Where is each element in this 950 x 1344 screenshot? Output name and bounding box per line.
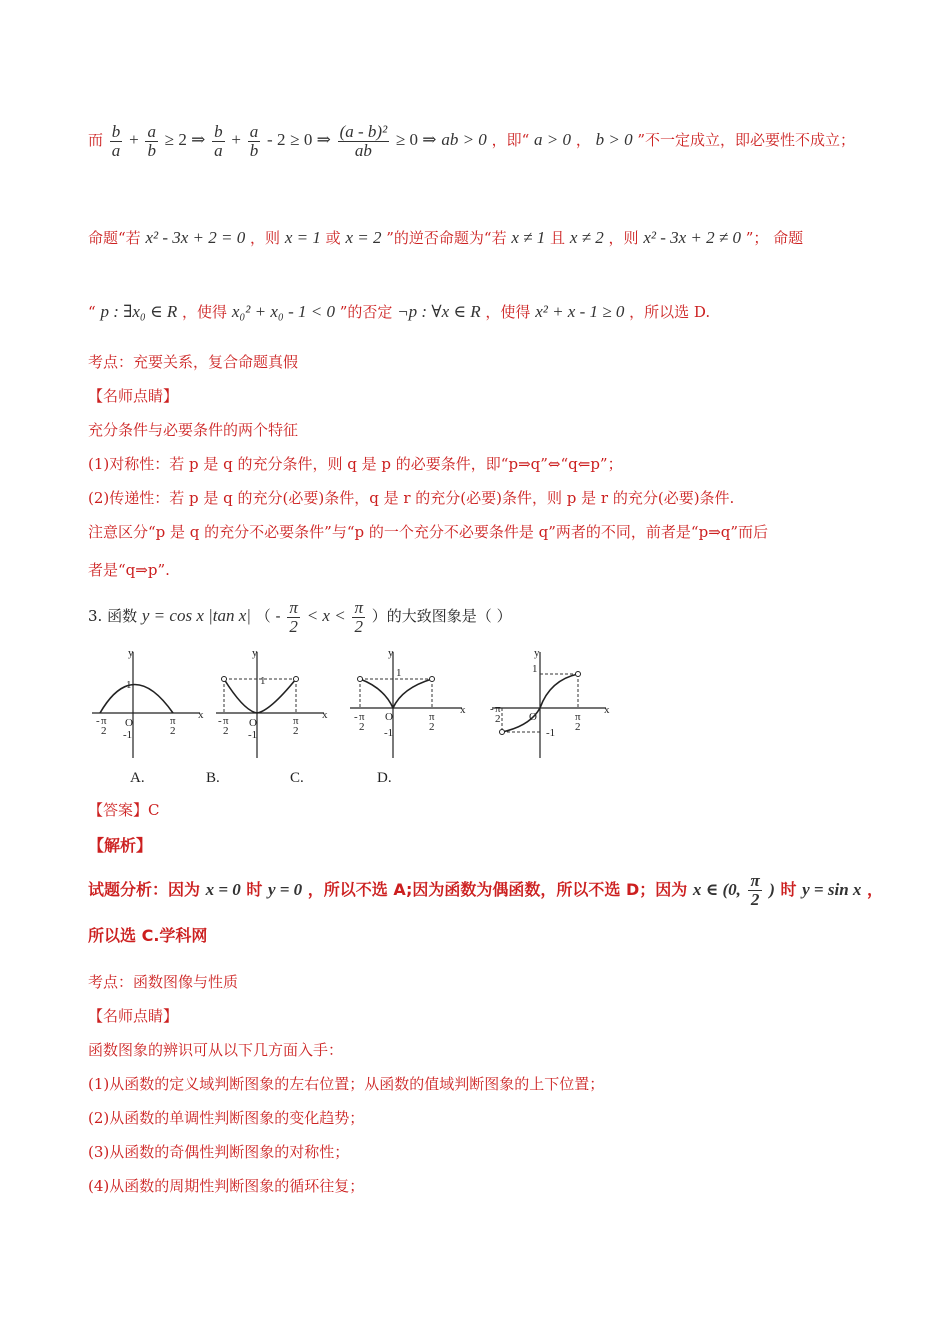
contrapositive-line — [88, 228, 803, 248]
pi-label: π — [170, 715, 176, 727]
neg-one-label: -1 — [384, 727, 394, 739]
pi-label: π — [223, 715, 229, 727]
equation: x ∈ (0, — [692, 880, 741, 899]
text: ， — [867, 880, 884, 899]
minus-label: - — [354, 711, 358, 723]
mingshi-1-line-4: 者是“q⇒p”. — [88, 561, 170, 579]
pi-label: π — [429, 711, 435, 723]
mingshi-2-line-2: (2)从函数的单调性判断图象的变化趋势； — [88, 1109, 365, 1127]
cond-a: a > 0 — [534, 130, 572, 149]
y-label: y — [388, 647, 394, 659]
graph-a — [92, 647, 204, 758]
negation-line — [88, 302, 710, 322]
mingshi-2-line-1: (1)从函数的定义域判断图象的左右位置；从函数的值域判断图象的上下位置； — [88, 1075, 605, 1093]
option-graphs — [88, 646, 628, 762]
range-open: （ - — [255, 607, 281, 625]
ab-positive: ab > 0 — [441, 130, 487, 149]
derivation-line — [88, 118, 855, 162]
pi-label: π — [495, 703, 501, 715]
question-3 — [88, 596, 512, 636]
two-label: 2 — [495, 713, 501, 725]
text: 时 — [780, 880, 797, 899]
curve — [360, 679, 432, 708]
two-label: 2 — [359, 721, 365, 733]
y-label: y — [534, 647, 540, 659]
neg-one-label: -1 — [248, 729, 258, 741]
analysis-line-2: 所以选 C.学科网 — [88, 926, 208, 945]
open-point — [222, 677, 227, 682]
text: ”； 命题 — [745, 229, 804, 247]
question-number: 3. — [88, 607, 103, 625]
equation: x² - 3x + 2 = 0 — [145, 228, 246, 247]
equation: ) — [769, 880, 775, 899]
range-close: ）的大致图象是（ ） — [371, 607, 512, 625]
kaodian-1: 考点：充要关系，复合命题真假 — [88, 353, 299, 371]
range-mid: < x < — [306, 606, 346, 625]
origin-label: O — [125, 717, 133, 729]
minus-label: - — [490, 703, 494, 715]
open-point — [500, 730, 505, 735]
text: 且 — [550, 229, 566, 247]
text: ，使得 — [182, 303, 228, 321]
equation: x₀² + x₀ - 1 < 0 — [231, 302, 335, 321]
neg-one-label: -1 — [546, 727, 556, 739]
minus-label: - — [96, 715, 100, 727]
fraction-b-over-a: $\frac{b}{a}$ — [111, 121, 121, 160]
minus-label: - — [218, 715, 222, 727]
y-label: y — [252, 647, 258, 659]
origin-label: O — [529, 711, 537, 723]
x-label: x — [460, 704, 466, 716]
open-point — [430, 677, 435, 682]
ge-0-implies-2: ≥ 0 ⇒ — [395, 130, 437, 149]
equation: x² - 3x + 2 ≠ 0 — [643, 228, 741, 247]
ge-2-implies: ≥ 2 ⇒ — [164, 130, 206, 149]
equation: ¬p : ∀x ∈ R — [397, 302, 481, 321]
text: 试题分析：因为 — [88, 880, 201, 899]
x-label: x — [198, 709, 204, 721]
mingshi-1-line-3: 注意区分“p 是 q 的充分不必要条件”与“p 的一个充分不必要条件是 q”两者的不同，前者是“p⇒q”而后 — [88, 523, 769, 541]
pi-label: π — [359, 711, 365, 723]
two-label: 2 — [101, 725, 107, 737]
fraction-square-over-ab: $\frac{\text{(a - b)²}}{ab}$ — [339, 121, 388, 160]
origin-label: O — [249, 717, 257, 729]
one-label: 1 — [396, 667, 402, 679]
graph-d — [490, 647, 610, 758]
text: ，所以选 D. — [629, 303, 711, 321]
one-label: 1 — [532, 663, 538, 675]
mingshi-1-line-0: 充分条件与必要条件的两个特征 — [88, 421, 299, 439]
equation: y = 0 — [267, 880, 303, 899]
fraction-pi-over-2-c: $\frac{\pi}{2}$ — [750, 871, 760, 909]
open-point — [358, 677, 363, 682]
text: 或 — [325, 229, 341, 247]
fraction-a-over-b-2: $\frac{a}{b}$ — [249, 121, 259, 160]
mingshi-2-line-0: 函数图象的辨识可从以下几方面入手： — [88, 1041, 344, 1059]
fraction-b-over-a-2: $\frac{b}{a}$ — [214, 121, 223, 160]
ge-0-implies: ≥ 0 ⇒ — [290, 130, 331, 149]
option-b-label: B. — [206, 770, 220, 786]
line1-prefix: 而 — [88, 131, 104, 149]
text: ”的逆否命题为“若 — [386, 229, 507, 247]
comma: ， — [575, 131, 591, 149]
text: ，所以不选 A;因为函数为偶函数，所以不选 D；因为 — [307, 880, 688, 899]
open-point — [294, 677, 299, 682]
option-c-label: C. — [290, 770, 304, 786]
plus-sign: + — [129, 130, 139, 149]
plus-sign-2: + — [231, 130, 241, 149]
mingshi-1-line-1: (1)对称性：若 p 是 q 的充分条件，则 q 是 p 的必要条件，即“p⇒q”⇔“q⇐p”； — [88, 455, 623, 473]
pi-label: π — [101, 715, 107, 727]
equation: p : ∃x₀ ∈ R — [100, 302, 178, 321]
analysis-heading: 【解析】 — [88, 836, 153, 855]
equation: x ≠ 2 — [569, 228, 604, 247]
mingshi-1-line-2: (2)传递性：若 p 是 q 的充分(必要)条件，q 是 r 的充分(必要)条件，则 p 是 r 的充分(必要)条件. — [88, 489, 735, 507]
fraction-pi-over-2-b: $\frac{\pi}{2}$ — [354, 597, 364, 636]
option-a-label: A. — [130, 770, 145, 786]
neg-one-label: -1 — [123, 729, 133, 741]
line1-suffix-2: ”不一定成立，即必要性不成立； — [637, 131, 856, 149]
text: ，使得 — [485, 303, 531, 321]
graph-b — [216, 647, 328, 758]
graph-c — [350, 647, 466, 758]
text: 时 — [246, 880, 263, 899]
answer: 【答案】C — [88, 801, 160, 819]
two-label: 2 — [170, 725, 176, 737]
option-d-label: D. — [377, 770, 392, 786]
x-label: x — [604, 704, 610, 716]
origin-label: O — [385, 711, 393, 723]
open-point — [576, 672, 581, 677]
x-label: x — [322, 709, 328, 721]
equation: x = 1 — [284, 228, 321, 247]
analysis-line-1 — [88, 872, 883, 909]
text: 命题“若 — [88, 229, 141, 247]
minus-2: - 2 — [267, 130, 286, 149]
y-label: y — [128, 647, 134, 659]
one-label: 1 — [126, 679, 132, 691]
equation: x = 2 — [345, 228, 382, 247]
two-label: 2 — [223, 725, 229, 737]
text: ，则 — [608, 229, 639, 247]
pi-label: π — [293, 715, 299, 727]
question-prefix: 函数 — [107, 607, 138, 625]
mingshi-2-line-4: (4)从函数的周期性判断图象的循环往复； — [88, 1177, 365, 1195]
text: ，则 — [250, 229, 281, 247]
equation: x² + x - 1 ≥ 0 — [535, 302, 625, 321]
mingshi-heading-1: 【名师点睛】 — [88, 387, 179, 405]
line1-suffix-1: ，即“ — [491, 131, 530, 149]
text: “ — [88, 303, 96, 321]
one-label: 1 — [260, 675, 266, 687]
two-label: 2 — [429, 721, 435, 733]
function-expr: y = cos x |tan x| — [141, 606, 251, 625]
equation: y = sin x — [802, 880, 862, 899]
kaodian-2: 考点：函数图像与性质 — [88, 973, 239, 991]
mingshi-heading-2: 【名师点睛】 — [88, 1007, 179, 1025]
two-label: 2 — [293, 725, 299, 737]
two-label: 2 — [575, 721, 581, 733]
curve — [100, 685, 173, 714]
cond-b: b > 0 — [595, 130, 633, 149]
fraction-pi-over-2: $\frac{\pi}{2}$ — [289, 597, 298, 636]
equation: x = 0 — [205, 880, 241, 899]
fraction-a-over-b: $\frac{a}{b}$ — [147, 121, 156, 160]
text: ”的否定 — [339, 303, 393, 321]
equation: x ≠ 1 — [511, 228, 546, 247]
mingshi-2-line-3: (3)从函数的奇偶性判断图象的对称性； — [88, 1143, 350, 1161]
pi-label: π — [575, 711, 581, 723]
